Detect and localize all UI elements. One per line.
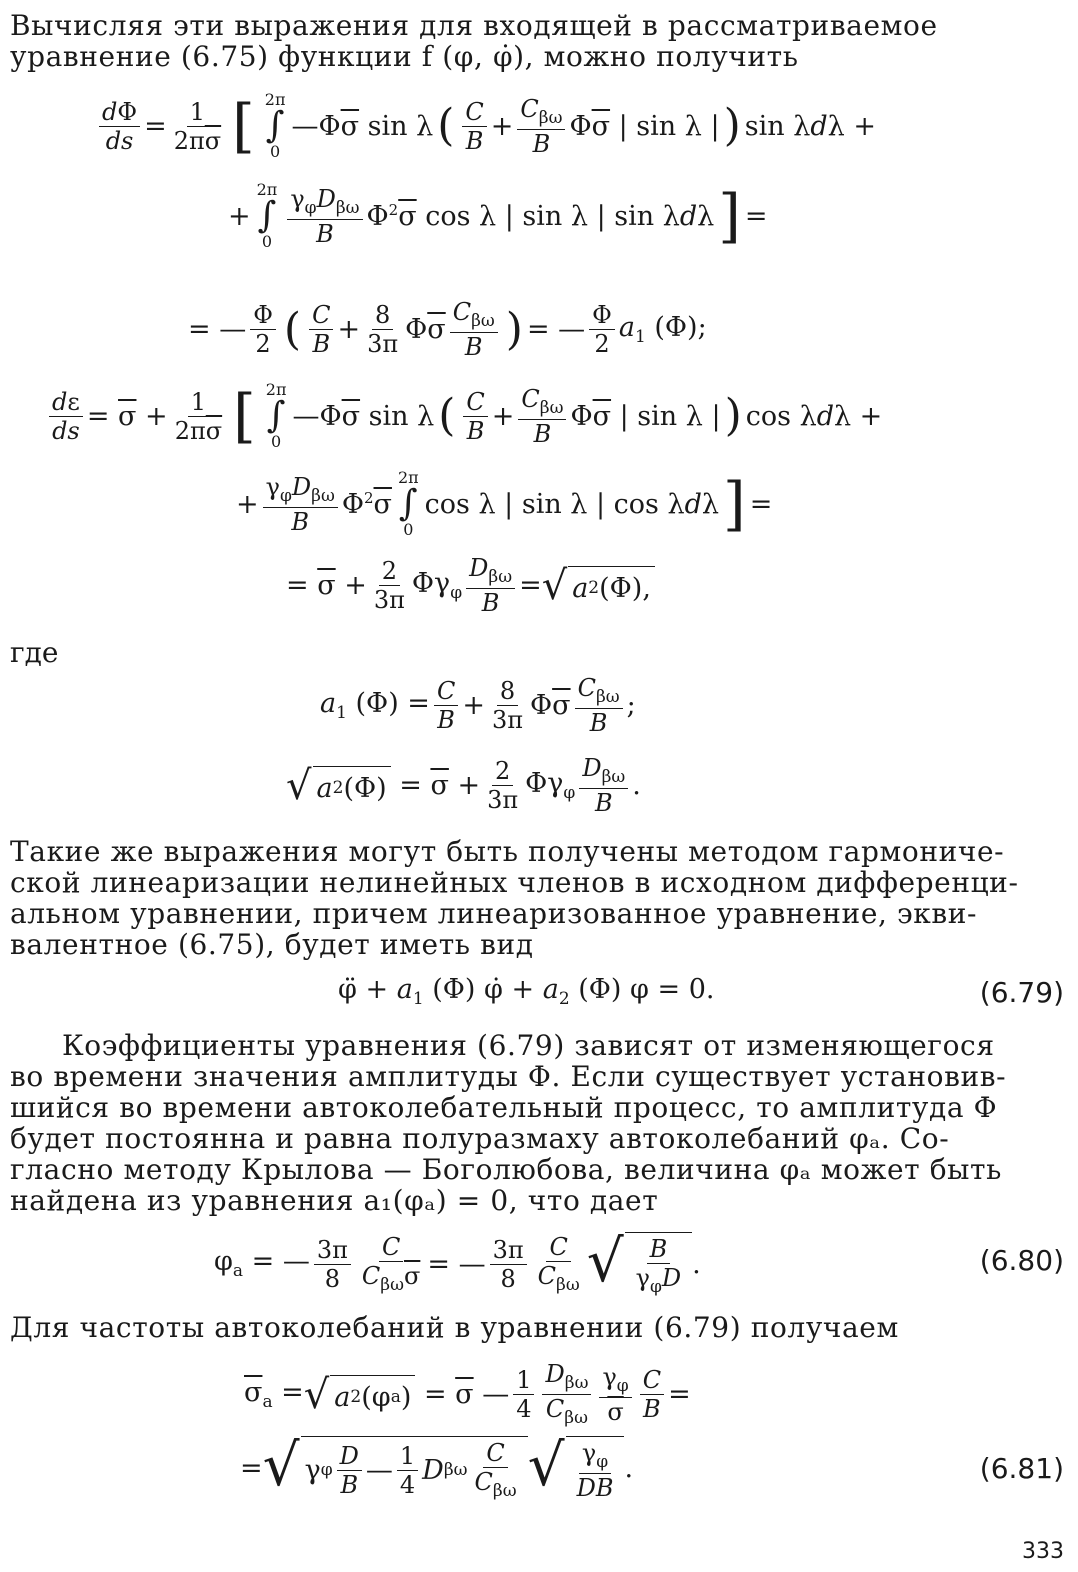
equation-dphi-line3: = — $\frac{\Phi}{2}$ ( $\frac{C}{B}$ + $\frac{8}{3\pi}$ $\Phi\overline{\sigma}$ $\frac{C_{\beta\omega}}{B}$ ) = — $\frac{\Phi}{2}$ $a_1$ (Φ); (188, 298, 707, 361)
text-line: Вычисляя эти выражения для входящей в рассматриваемое (10, 9, 938, 42)
equation-number-6-80: (6.80) (979, 1244, 1064, 1277)
equation-a1-definition: $a_1$ (Φ) = $\frac{C}{B}$ + $\frac{8}{3\pi}$ $\Phi\overline{\sigma}$ $\frac{C_{\beta\omega}}{B}$ ; (320, 674, 636, 737)
equation-6-79: φ̈ + $a_1$ (Φ) φ̇ + $a_2$ (Φ) φ = 0. (338, 974, 715, 1009)
text-line: найдена из уравнения a₁(φₐ) = 0, что дает (10, 1184, 659, 1217)
equation-deps-line1: $\frac{d\varepsilon}{ds}$ = $\overline{\sigma}$ + $\frac{1}{2\pi\overline{\sigma}}$ [ 2π ∫ 0 $—\Phi\overline{\sigma}$ sin λ ( $\frac{C}{B}$ + $\frac{C_{\beta\omega}}{B}$ $\Phi\overline{\sigma}$ | sin λ | ) cos λdλ + (45, 382, 882, 450)
equation-deps-line3: = $\overline{\sigma}$ + $\frac{2}{3\pi}$ $\Phi\gamma_\varphi$ $\frac{D_{\beta\omega}}{B}$ = √ a 2 (Φ), (286, 556, 655, 615)
equation-deps-line2: + $\frac{\gamma_\varphi D_{\beta\omega}}{B}$ $\Phi^2\overline{\sigma}$ 2π ∫ 0 cos λ | sin λ | cos λdλ ] = (236, 468, 773, 539)
text-line: будет постоянна и равна полуразмаху автоколебаний φₐ. Со- (10, 1122, 950, 1155)
text-line: альном уравнении, причем линеаризованное уравнение, экви- (10, 897, 978, 930)
text-line: уравнение (6.75) функции f (φ, φ̇), можно получить (10, 40, 799, 73)
frequency-paragraph (10, 1312, 1064, 1343)
text-line: Коэффициенты уравнения (6.79) зависят от изменяющегося (62, 1029, 995, 1062)
text-line: гласно методу Крылова — Боголюбова, величина φₐ может быть (10, 1153, 1002, 1186)
equation-number-6-81: (6.81) (979, 1452, 1064, 1485)
text-line: во времени значения амплитуды Φ. Если существует установив- (10, 1060, 1007, 1093)
equation-dphi-line2: + 2π ∫ 0 $\frac{\gamma_\varphi D_{\beta\omega}}{B}$ $\Phi^2\overline{\sigma}$ cos λ | sin λ | sin λdλ ] = (228, 180, 768, 251)
text-line: валентное (6.75), будет иметь вид (10, 928, 534, 961)
equation-a2-definition: √ a 2 (Φ) = $\overline{\sigma}$ + $\frac{2}{3\pi}$ $\Phi\gamma_\varphi$ $\frac{D_{\beta\omega}}{B}$ . (286, 754, 641, 817)
text-line: ской линеаризации нелинейных членов в исходном дифференци- (10, 866, 1019, 899)
linearization-paragraph (10, 836, 1064, 960)
coefficients-paragraph (10, 1030, 1064, 1216)
equation-6-81-line2: = √ γ φ $\frac{D}{B}$ — $\frac{1}{4}$ D βω $\frac{C}{C_{\beta\omega}}$ √ $\frac{\gamma_\varphi}{DB}$ . (240, 1431, 634, 1502)
page-number: 333 (1022, 1539, 1064, 1564)
text-line: шийся во времени автоколебательный процесс, то амплитуда Φ (10, 1091, 998, 1124)
text-line: Для частоты автоколебаний в уравнении (6.79) получаем (10, 1311, 899, 1344)
equation-dphi-line1: $\frac{d\Phi}{ds}$ = $\frac{1}{2\pi\overline{\sigma}}$ [ 2π ∫ 0 $—\Phi\overline{\sigma}$ sin λ ( $\frac{C}{B}$ + $\frac{C_{\beta\omega}}{B}$ $\Phi\overline{\sigma}$ | sin λ | ) sin λdλ + (95, 92, 876, 160)
equation-number-6-79: (6.79) (979, 976, 1064, 1009)
equation-6-80: $\varphi_a$ = — $\frac{3\pi}{8}$ $\frac{C}{C_{\beta\omega}\overline{\sigma}}$ = — $\frac{3\pi}{8}$ $\frac{C}{C_{\beta\omega}}$ √ $\frac{B}{\gamma_\varphi D}$ . (214, 1227, 701, 1297)
where-label: где (10, 636, 59, 669)
intro-paragraph (10, 10, 1064, 72)
text-line: Такие же выражения могут быть получены методом гармониче- (10, 835, 1005, 868)
equation-6-81-line1: $\overline{\sigma}_a$ = √ a 2 (φ a ) = $\overline{\sigma}$ — $\frac{1}{4}$ $\frac{D_{\beta\omega}}{C_{\beta\omega}}$ $\frac{\gamma_\varphi}{\sigma}$ $\frac{C}{B}$ = (244, 1360, 691, 1428)
